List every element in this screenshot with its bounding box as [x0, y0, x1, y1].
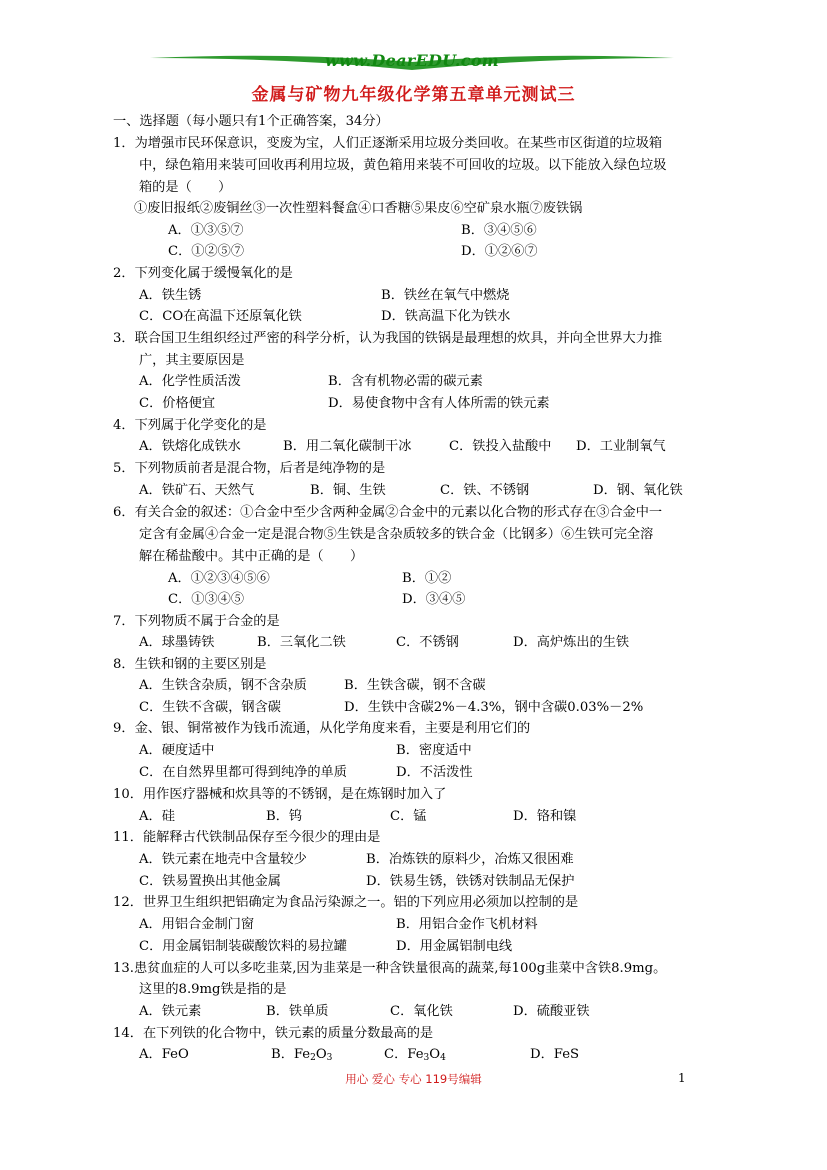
footer-text: 用心 爱心 专心 119号编辑: [345, 1072, 482, 1086]
formula-fe: C．Fe: [384, 1047, 424, 1062]
question-2-option-d: D．铁高温下化为铁水: [381, 309, 511, 324]
formula-subscript: 2: [310, 1053, 316, 1063]
question-1-option-a: A．①③⑤⑦: [168, 223, 244, 238]
question-7-option-d: D．高炉炼出的生铁: [513, 635, 630, 650]
question-6-option-c: C．①③④⑤: [168, 592, 245, 607]
question-4-option-b: B．用二氧化碳制干冰: [283, 439, 412, 454]
question-5-option-d: D．钢、氧化铁: [593, 483, 683, 498]
question-14-option-a: A．FeO: [139, 1047, 189, 1062]
question-13-option-a: A．铁元素: [139, 1004, 202, 1019]
question-6-line-3: 解在稀盐酸中。其中正确的是（ ）: [139, 549, 364, 564]
question-2: 2．下列变化属于缓慢氧化的是: [113, 266, 293, 281]
formula-subscript: 4: [440, 1053, 446, 1063]
question-1-option-c: C．①②⑤⑦: [168, 244, 245, 259]
question-9-option-a: A．硬度适中: [139, 743, 215, 758]
question-9-option-d: D．不活泼性: [396, 765, 473, 780]
question-11-option-c: C．铁易置换出其他金属: [139, 874, 281, 889]
question-14: 14．在下列铁的化合物中，铁元素的质量分数最高的是: [113, 1026, 434, 1041]
page-number: 1: [678, 1071, 686, 1085]
question-14-option-b: [271, 1046, 332, 1067]
question-8-option-c: C．生铁不含碳，钢含碳: [139, 700, 281, 715]
question-8: 8．生铁和钢的主要区别是: [113, 657, 267, 672]
question-6-line-1: 6．有关合金的叙述：①合金中至少含两种金属②合金中的元素以化合物的形式存在③合金中一: [113, 505, 663, 520]
question-3-option-c: C．价格便宜: [139, 396, 216, 411]
question-4-option-c: C．铁投入盐酸中: [449, 439, 552, 454]
formula-subscript: 3: [326, 1053, 333, 1063]
question-10-option-c: C．锰: [390, 809, 427, 824]
question-11-option-a: A．铁元素在地壳中含量较少: [139, 852, 307, 867]
question-12-option-b: B．用铝合金作飞机材料: [396, 917, 538, 932]
question-1-line-1: 1．为增强市民环保意识，变废为宝，人们正逐渐采用垃圾分类回收。在某些市区街道的垃圾箱: [113, 136, 663, 151]
question-7-option-b: B．三氧化二铁: [257, 635, 346, 650]
question-8-option-a: A．生铁含杂质，钢不含杂质: [139, 678, 307, 693]
question-6-option-d: D．③④⑤: [402, 592, 466, 607]
question-9: 9．金、银、铜常被作为钱币流通，从化学角度来看，主要是利用它们的: [113, 721, 531, 736]
question-5-option-a: A．铁矿石、天然气: [139, 483, 255, 498]
question-11: 11．能解释古代铁制品保存至今很少的理由是: [113, 830, 381, 845]
question-2-option-c: C．CO在高温下还原氧化铁: [139, 309, 302, 324]
question-7-option-a: A．球墨铸铁: [139, 635, 215, 650]
question-4-option-d: D．工业制氧气: [576, 439, 666, 454]
formula-o: O: [315, 1047, 327, 1062]
question-5-option-c: C．铁、不锈钢: [440, 483, 530, 498]
question-13-option-b: B．铁单质: [266, 1004, 329, 1019]
question-1-line-3: 箱的是（ ）: [139, 180, 232, 195]
question-5-option-b: B．铜、生铁: [310, 483, 386, 498]
question-10-option-a: A．硅: [139, 809, 175, 824]
question-12: 12．世界卫生组织把铝确定为食品污染源之一。铝的下列应用必须加以控制的是: [113, 895, 579, 910]
question-10: 10．用作医疗器械和炊具等的不锈钢，是在炼钢时加入了: [113, 787, 447, 802]
site-url[interactable]: www.DearEDU.com: [324, 51, 500, 70]
question-10-option-d: D．铬和镍: [513, 809, 577, 824]
question-11-option-d: D．铁易生锈，铁锈对铁制品无保护: [366, 874, 575, 889]
question-1-option-b: B．③④⑤⑥: [461, 223, 537, 238]
question-7: 7．下列物质不属于合金的是: [113, 614, 280, 629]
question-14-option-c: [384, 1046, 446, 1067]
question-13-line-1: 13.患贫血症的人可以多吃韭菜,因为韭菜是一种含铁量很高的蔬菜,每100g韭菜中含铁8.9mg。: [113, 961, 667, 976]
question-6-line-2: 定含有金属④合金一定是混合物⑤生铁是含杂质较多的铁合金（比钢多）⑥生铁可完全溶: [139, 527, 654, 542]
question-9-option-c: C．在自然界里都可得到纯净的单质: [139, 765, 347, 780]
question-2-option-b: B．铁丝在氧气中燃烧: [381, 288, 510, 303]
question-3-option-d: D．易使食物中含有人体所需的铁元素: [328, 396, 550, 411]
question-13-option-c: C．氧化铁: [390, 1004, 453, 1019]
question-6-option-a: A．①②③④⑤⑥: [168, 571, 270, 586]
question-3-option-a: A．化学性质活泼: [139, 374, 241, 389]
question-4: 4．下列属于化学变化的是: [113, 418, 267, 433]
question-13-option-d: D．硫酸亚铁: [513, 1004, 590, 1019]
question-13-line-2: 这里的8.9mg铁是指的是: [139, 982, 287, 997]
formula-subscript: 3: [423, 1053, 430, 1063]
question-3-line-2: 广，其主要原因是: [139, 353, 245, 368]
question-6-option-b: B．①②: [402, 571, 452, 586]
question-2-option-a: A．铁生锈: [139, 288, 202, 303]
question-1-items: ①废旧报纸②废铜丝③一次性塑料餐盒④口香糖⑤果皮⑥空矿泉水瓶⑦废铁锅: [134, 201, 583, 216]
question-7-option-c: C．不锈钢: [396, 635, 459, 650]
page-title: 金属与矿物九年级化学第五章单元测试三: [251, 85, 576, 105]
question-8-option-b: B．生铁含碳，钢不含碳: [344, 678, 486, 693]
formula-fe: B．Fe: [271, 1047, 311, 1062]
question-1-option-d: D．①②⑥⑦: [461, 244, 538, 259]
question-12-option-a: A．用铝合金制门窗: [139, 917, 255, 932]
question-9-option-b: B．密度适中: [396, 743, 472, 758]
question-3-line-1: 3．联合国卫生组织经过严密的科学分析，认为我国的铁锅是最理想的炊具，并向全世界大力推: [113, 331, 663, 346]
question-11-option-b: B．冶炼铁的原料少，冶炼又很困难: [366, 852, 574, 867]
formula-o: O: [429, 1047, 441, 1062]
question-1-line-2: 中，绿色箱用来装可回收再利用垃圾，黄色箱用来装不可回收的垃圾。以下能放入绿色垃圾: [139, 158, 667, 173]
question-8-option-d: D．生铁中含碳2%－4.3%，钢中含碳0.03%－2%: [344, 700, 644, 715]
site-header: [148, 50, 676, 76]
question-3-option-b: B．含有机物必需的碳元素: [328, 374, 483, 389]
question-14-option-d: D．FeS: [530, 1047, 580, 1062]
question-12-option-c: C．用金属铝制装碳酸饮料的易拉罐: [139, 939, 347, 954]
question-5: 5．下列物质前者是混合物，后者是纯净物的是: [113, 461, 386, 476]
question-10-option-b: B．钨: [266, 809, 303, 824]
section-heading: 一、选择题（每小题只有1个正确答案，34分）: [113, 114, 389, 129]
question-12-option-d: D．用金属铝制电线: [396, 939, 513, 954]
question-4-option-a: A．铁熔化成铁水: [139, 439, 241, 454]
